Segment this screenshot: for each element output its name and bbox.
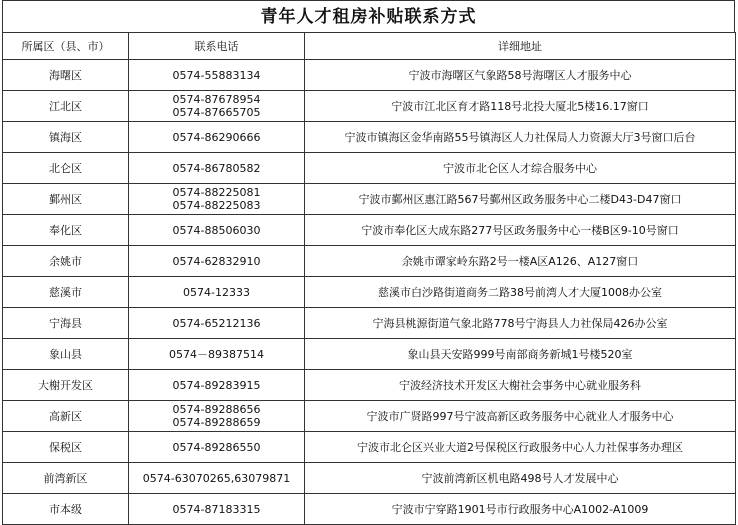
phone-cell [129,153,305,184]
phone-number: 0574-62832910 [172,254,261,268]
column-header-district: 所属区（县、市） [3,33,129,60]
table-row [3,60,736,91]
phone-number: 0574-89288659 [172,416,261,429]
phone-number: 0574-89283915 [172,378,261,392]
district-cell: 镇海区 [3,122,129,153]
column-header-address: 详细地址 [305,33,736,60]
district-cell: 象山县 [3,339,129,370]
column-header-phone: 联系电话 [129,33,305,60]
phone-number: 0574-89286550 [172,440,261,454]
phone-number: 0574-87183315 [172,502,261,516]
phone-cell [129,432,305,463]
phone-cell [129,277,305,308]
phone-cell [129,370,305,401]
phone-number: 0574-86290666 [172,130,261,144]
district-cell: 江北区 [3,91,129,122]
table-row [3,308,736,339]
phone-cell [129,246,305,277]
phone-number: 0574-65212136 [172,316,261,330]
phone-number: 0574-55883134 [172,68,261,82]
phone-cell [129,463,305,494]
address-cell: 宁波市鄞州区惠江路567号鄞州区政务服务中心二楼D43-D47窗口 [305,184,736,215]
address-cell: 象山县天安路999号南部商务新城1号楼520室 [305,339,736,370]
phone-cell [129,184,305,215]
table-row [3,370,736,401]
address-cell: 宁海县桃源街道气象北路778号宁海县人力社保局426办公室 [305,308,736,339]
table-row [3,215,736,246]
district-cell: 奉化区 [3,215,129,246]
table-row [3,184,736,215]
district-cell: 余姚市 [3,246,129,277]
address-cell: 宁波市镇海区金华南路55号镇海区人力社保局人力资源大厅3号窗口后台 [305,122,736,153]
phone-number: 0574-87665705 [172,106,261,119]
table-header-row [3,33,736,60]
address-cell: 宁波市广贤路997号宁波高新区政务服务中心就业人才服务中心 [305,401,736,432]
district-cell: 鄞州区 [3,184,129,215]
phone-number: 0574-89288656 [172,403,261,416]
table-row [3,153,736,184]
address-cell: 宁波市奉化区大成东路277号区政务服务中心一楼B区9-10号窗口 [305,215,736,246]
table-row [3,401,736,432]
address-cell: 宁波前湾新区机电路498号人才发展中心 [305,463,736,494]
phone-number: 0574-63070265,63079871 [142,471,291,485]
table-row [3,463,736,494]
address-cell: 宁波市海曙区气象路58号海曙区人才服务中心 [305,60,736,91]
address-cell: 宁波市江北区育才路118号北投大厦北5楼16.17窗口 [305,91,736,122]
address-cell: 宁波市北仑区人才综合服务中心 [305,153,736,184]
page-title: 青年人才租房补贴联系方式 [2,0,735,32]
phone-number: 0574-88225083 [172,199,261,212]
district-cell: 宁海县 [3,308,129,339]
phone-cell [129,91,305,122]
address-cell: 慈溪市白沙路街道商务二路38号前湾人才大厦1008办公室 [305,277,736,308]
phone-cell [129,401,305,432]
phone-number: 0574-87678954 [172,93,261,106]
phone-number: 0574-12333 [183,285,250,299]
contact-table [2,32,736,525]
district-cell: 大榭开发区 [3,370,129,401]
address-cell: 宁波市宁穿路1901号市行政服务中心A1002-A1009 [305,494,736,525]
table-row [3,122,736,153]
table-row [3,246,736,277]
phone-number: 0574-86780582 [172,161,261,175]
contact-sheet [2,0,735,516]
district-cell: 市本级 [3,494,129,525]
phone-cell [129,308,305,339]
phone-cell [129,215,305,246]
district-cell: 保税区 [3,432,129,463]
table-row [3,432,736,463]
phone-number: 0574-88225081 [172,186,261,199]
phone-number: 0574－89387514 [169,347,264,361]
district-cell: 高新区 [3,401,129,432]
address-cell: 宁波经济技术开发区大榭社会事务中心就业服务科 [305,370,736,401]
phone-cell [129,60,305,91]
table-row [3,494,736,525]
phone-cell [129,122,305,153]
table-row [3,277,736,308]
phone-number: 0574-88506030 [172,223,261,237]
phone-cell [129,339,305,370]
table-row [3,91,736,122]
district-cell: 慈溪市 [3,277,129,308]
district-cell: 北仑区 [3,153,129,184]
address-cell: 宁波市北仑区兴业大道2号保税区行政服务中心人力社保事务办理区 [305,432,736,463]
phone-cell [129,494,305,525]
table-row [3,339,736,370]
address-cell: 余姚市谭家岭东路2号一楼A区A126、A127窗口 [305,246,736,277]
district-cell: 前湾新区 [3,463,129,494]
district-cell: 海曙区 [3,60,129,91]
